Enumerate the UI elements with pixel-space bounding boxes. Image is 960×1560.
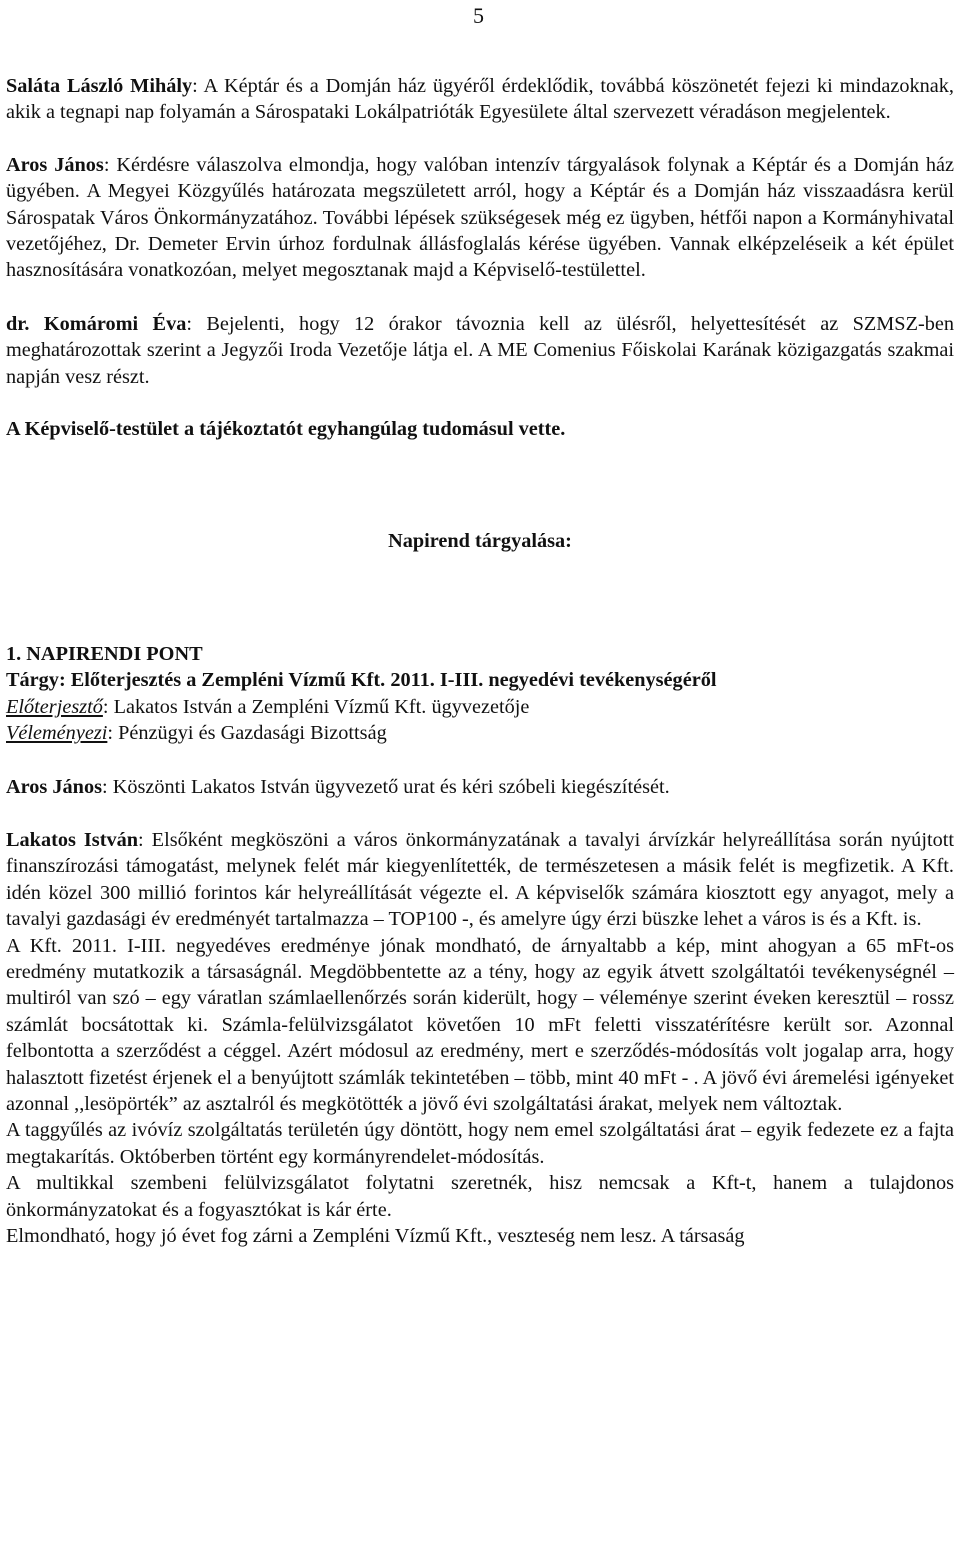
speaker-name: Komáromi Éva	[43, 312, 187, 335]
paragraph-lakatos	[6, 827, 954, 933]
speaker-name: Aros János	[6, 153, 104, 176]
paragraph-text: : Elsőként megköszöni a város önkormányzatának a tavalyi árvízkár helyreállítása során nyújtott finanszírozási támogatást, melynek felét már kiegyenlítették, de természetesen a másik felét is megfizetik. A Kft. idén közel 300 millió forintos kár helyreállítását végezte el. A képviselők számára kiosztott egy anyagot, mely a tavalyi gazdasági év eredményét tartalmazza – TOP100 -, és amelyre úgy érzi büszke lehet a város is és a Kft. is.	[6, 828, 954, 931]
paragraph-summary: Elmondható, hogy jó évet fog zárni a Zempléni Vízmű Kft., veszteség nem lesz. A társaság	[6, 1225, 745, 1247]
opinion-line	[6, 720, 954, 746]
agenda-heading: Napirend tárgyalása:	[388, 530, 572, 553]
opinion-label: Véleményezi	[6, 722, 108, 745]
page-number: 5	[473, 3, 484, 28]
speaker-name: Saláta László Mihály	[6, 75, 193, 97]
speaker-prefix: dr.	[6, 312, 44, 335]
paragraph-salata	[6, 73, 954, 126]
paragraph-meeting: A taggyűlés az ivóvíz szolgáltatás területén úgy döntött, hogy nem emel szolgáltatási árat – egyik fedezete ez a fajta megtakarítás. Októberben történt egy kormányrendelet-módosítás.	[6, 1119, 954, 1168]
resolution-text: A Képviselő-testület a tájékoztatót egyhangúlag tudomásul vette.	[6, 418, 566, 441]
presenter-label: Előterjesztő	[6, 695, 103, 718]
speaker-name: Aros János	[6, 775, 102, 798]
paragraph-text: : Bejelenti, hogy 12 órakor távoznia kell az ülésről, helyettesítését az SZMSZ-ben meghatározottak szerint a Jegyzői Iroda Vezetője látja el. A ME Comenius Főiskolai Karának közigazgatás szakmai napján vesz részt.	[6, 312, 955, 388]
speaker-name: Lakatos István	[6, 828, 139, 851]
paragraph-text: : Köszönti Lakatos István ügyvezető urat és kéri szóbeli kiegészítését.	[101, 775, 670, 798]
opinion-text: : Pénzügyi és Gazdasági Bizottság	[107, 722, 387, 745]
paragraph-text: : A Képtár és a Domján ház ügyéről érdeklődik, továbbá köszönetét fejezi ki mindazoknak, akik a tegnapi nap folyamán a Sárospataki Lokálpatrióták Egyesülete által szervezett véradáson megjelentek.	[6, 75, 954, 124]
presenter-line	[6, 694, 954, 720]
presenter-text: : Lakatos István a Zempléni Vízmű Kft. ügyvezetője	[102, 695, 530, 718]
agenda-item-subject: Tárgy: Előterjesztés a Zempléni Vízmű Kft. 2011. I-III. negyedévi tevékenységéről	[6, 669, 717, 692]
paragraph-komaromi	[6, 311, 954, 390]
paragraph-results: A Kft. 2011. I-III. negyedéves eredménye jónak mondható, de árnyaltabb a kép, mint ahogyan a 65 mFt-os eredmény mutatkozik a társaságnál. Megdöbbentette az a tény, hogy az egyik átvett szolgáltatói tevékenységnél – multiról van szó – egy váratlan számlaellenőrzés során kiderült, hogy – véleménye szerint éveken keresztül – rossz számlát bocsátottak ki. Számla-felülvizsgálatot követően 10 mFt feletti visszatérítésre került sor. Azonnal felbontotta a szerződést a céggel. Azért módosul az eredmény, mert e szerződés-módosítás volt jogalap arra, hogy halasztott fizetést érjenek el a benyújtott számlák tekintetében – több, mint 40 mFt - . A jövő évi áremelési igényeket azonnal ,,lesöpörték” az asztalról és megkötötték a jövő évi szolgáltatási árakat, melyek nem változtak.	[6, 934, 954, 1115]
paragraph-text: : Kérdésre válaszolva elmondja, hogy valóban intenzív tárgyalások folynak a Képtár és a Domján ház ügyében. A Megyei Közgyűlés határozata megszületett arról, hogy a Képtár és a Domján ház visszaadásra kerül Sárospatak Város Önkormányzatához. További lépések szükségesek még ez ügyben, hétfői napon a Kormányhivatal vezetőjéhez, Dr. Demeter Ervin úrhoz fordulnak állásfoglalás kérése ügyében. Vannak elképzeléseik a két épület hasznosítására vonatkozóan, melyet megosztanak majd a Képviselő-testülettel.	[6, 153, 955, 282]
agenda-item-number: 1. NAPIRENDI PONT	[6, 642, 203, 665]
paragraph-review: A multikkal szembeni felülvizsgálatot folytatni szeretnék, hisz nemcsak a Kft-t, hanem a tulajdonos önkormányzatokat és a fogyasztókat is kár érte.	[6, 1172, 954, 1221]
paragraph-aros-2	[6, 774, 954, 800]
document-body	[6, 73, 954, 1249]
paragraph-aros-1	[6, 152, 954, 284]
